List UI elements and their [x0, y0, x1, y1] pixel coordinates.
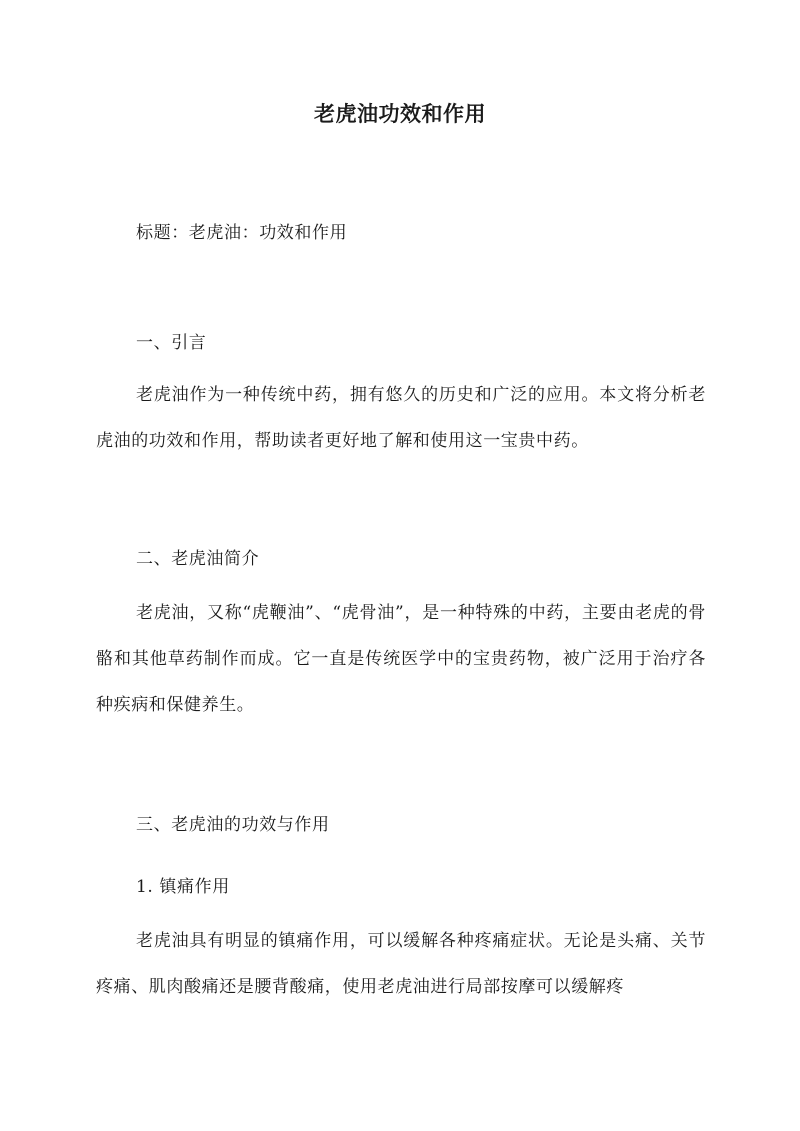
document-title: 老虎油功效和作用: [314, 101, 486, 126]
subtitle-line: 标题：老虎油：功效和作用: [136, 223, 348, 243]
section-subheading-analgesic: 1. 镇痛作用: [136, 877, 230, 897]
section-paragraph-overview: 老虎油，又称“虎鞭油”、“虎骨油”，是一种特殊的中药，主要由老虎的骨骼和其他草药制作而成。它一直是传统医学中的宝贵药物，被广泛用于治疗各种疾病和保健养生。: [96, 603, 706, 715]
section-paragraph-analgesic: 老虎油具有明显的镇痛作用，可以缓解各种疼痛症状。无论是头痛、关节疼痛、肌肉酸痛还是腰背酸痛，使用老虎油进行局部按摩可以缓解疼: [96, 931, 706, 997]
section-heading-effects: 三、老虎油的功效与作用: [136, 815, 330, 835]
section-paragraph-intro: 老虎油作为一种传统中药，拥有悠久的历史和广泛的应用。本文将分析老虎油的功效和作用，帮助读者更好地了解和使用这一宝贵中药。: [96, 385, 706, 451]
section-heading-intro: 一、引言: [136, 333, 207, 353]
section-heading-overview: 二、老虎油简介: [136, 549, 260, 569]
